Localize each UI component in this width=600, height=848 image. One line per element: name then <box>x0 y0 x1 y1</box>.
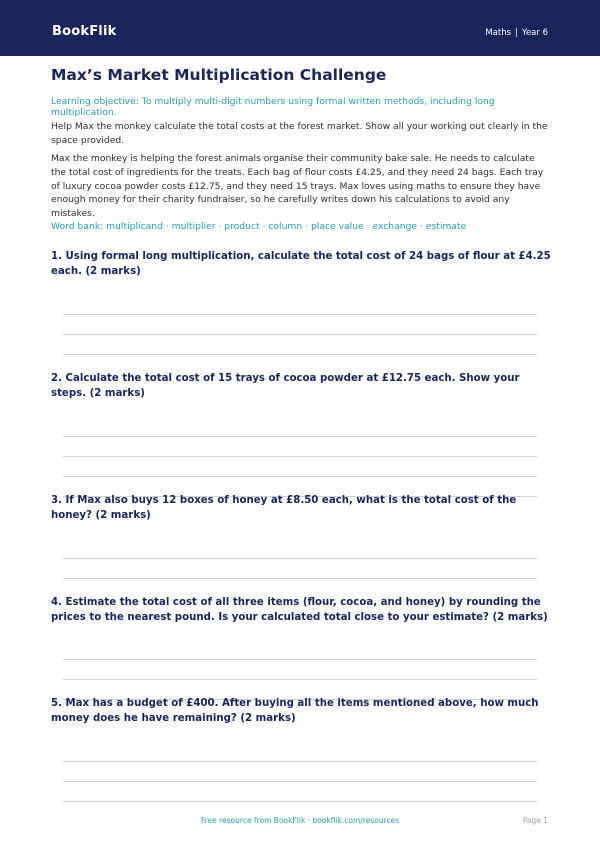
question-5: 5. Max has a budget of £400. After buying all the items mentioned above, how much money does he have remaining? (2 marks) <box>51 698 539 724</box>
meta-separator: | <box>515 28 518 38</box>
answer-line[interactable] <box>63 781 537 782</box>
answer-line[interactable] <box>63 761 537 762</box>
answer-line[interactable] <box>63 679 537 680</box>
page-number: Page 1 <box>522 816 548 825</box>
answer-line[interactable] <box>63 578 537 579</box>
subject-year-label <box>485 28 548 38</box>
answer-line[interactable] <box>63 801 537 802</box>
answer-line[interactable] <box>63 659 537 660</box>
subject-label: Maths <box>485 28 512 38</box>
brand-logo-text: BookFlik <box>52 24 117 39</box>
story-text: Max the monkey is helping the forest animals organise their community bake sale. He needs to calculate the total cost of ingredients for the treats. Each bag of flour costs £4.25, and they need 24 bags. Each tray of luxury cocoa powder costs £12.75, and they need 15 trays. Max loves using maths to ensure they have enough money for their charity fundraiser, so he carefully writes down his calculations to avoid any mistakes. <box>51 153 544 220</box>
answer-line[interactable] <box>63 436 537 437</box>
worksheet-title: Max’s Market Multiplication Challenge <box>51 66 387 84</box>
answer-line[interactable] <box>63 558 537 559</box>
question-3: 3. If Max also buys 12 boxes of honey at £8.50 each, what is the total cost of the honey? (2 marks) <box>51 495 517 521</box>
answer-line[interactable] <box>63 476 537 477</box>
question-4: 4. Estimate the total cost of all three items (flour, cocoa, and honey) by rounding the prices to the nearest pound. Is your calculated total close to your estimate? (2 marks) <box>51 597 548 623</box>
word-bank: Word bank: multiplicand · multiplier · product · column · place value · exchange · estimate <box>51 221 467 232</box>
answer-line[interactable] <box>63 456 537 457</box>
instructions-text: Help Max the monkey calculate the total costs at the forest market. Show all your working out clearly in the space provided. <box>51 121 548 146</box>
footer-credit[interactable]: Free resource from BookFlik · bookflik.com/resources <box>200 816 400 825</box>
answer-line[interactable] <box>63 334 537 335</box>
answer-line[interactable] <box>63 314 537 315</box>
learning-objective: Learning objective: To multiply multi-digit numbers using formal written methods, including long multiplication. <box>51 96 495 118</box>
answer-line[interactable] <box>63 354 537 355</box>
question-1: 1. Using formal long multiplication, calculate the total cost of 24 bags of flour at £4.25 each. (2 marks) <box>51 251 551 277</box>
year-label: Year 6 <box>521 28 548 38</box>
question-2: 2. Calculate the total cost of 15 trays of cocoa powder at £12.75 each. Show your steps. (2 marks) <box>51 373 520 399</box>
page-header <box>0 0 600 56</box>
